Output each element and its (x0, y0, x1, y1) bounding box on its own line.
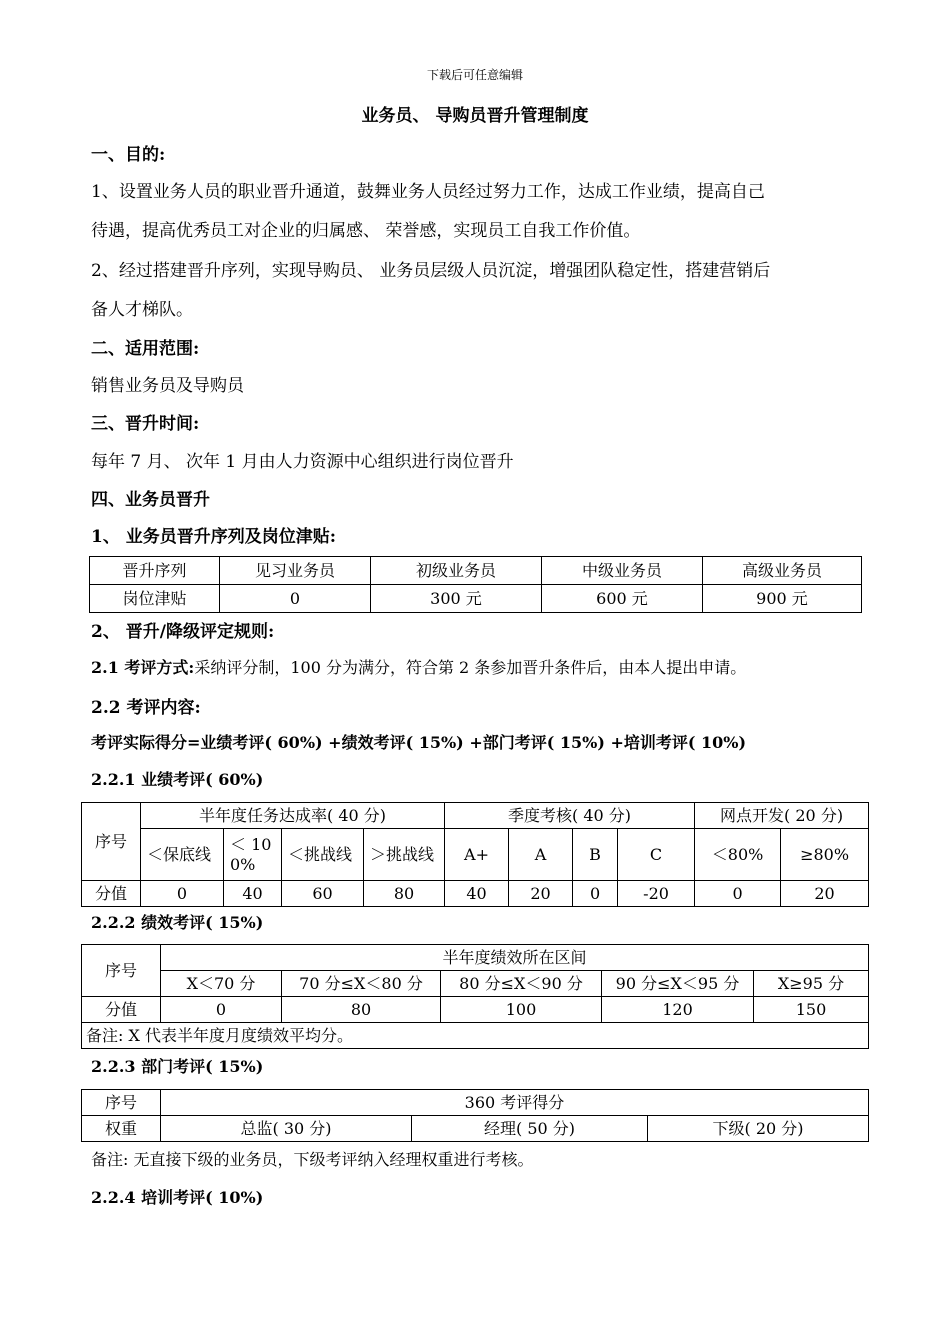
weight-cell: 总监( 30 分) (161, 1116, 412, 1142)
sub-header: 90 分≤X＜95 分 (602, 971, 754, 997)
table-cell: 600 元 (542, 585, 703, 613)
performance-score-table (81, 802, 869, 907)
score-cell: 0 (695, 881, 781, 907)
score-label: 分值 (82, 881, 141, 907)
score-cell: 120 (602, 997, 754, 1023)
table-cell: 0 (220, 585, 371, 613)
section-3-text: 每年 7 月、 次年 1 月由人力资源中心组织进行岗位晋升 (91, 452, 514, 472)
table-cell: 高级业务员 (703, 557, 862, 585)
sub-header: 70 分≤X＜80 分 (282, 971, 441, 997)
section-2-heading: 二、适用范围: (91, 339, 200, 359)
score-formula: 考评实际得分=业绩考评( 60%) +绩效考评( 15%) +部门考评( 15%) +培训考评( 10%) (91, 733, 747, 752)
sub-header: C (618, 829, 695, 881)
document-title: 业务员、 导购员晋升管理制度 (361, 106, 589, 126)
sub-header: ＜ 100% (224, 829, 282, 881)
department-review-table (81, 1089, 869, 1142)
sub-header: ＜保底线 (141, 829, 224, 881)
sub-header: B (573, 829, 618, 881)
section-2-2-4-heading: 2.2.4 培训考评( 10%) (91, 1188, 264, 1207)
promotion-allowance-table (89, 556, 862, 613)
section-1-para-2-line-1: 2、经过搭建晋升序列，实现导购员、 业务员层级人员沉淀，增强团队稳定性，搭建营销后 (91, 261, 771, 281)
group-header: 360 考评得分 (161, 1090, 869, 1116)
table-cell: 晋升序列 (90, 557, 220, 585)
section-2-2-heading: 2.2 考评内容: (91, 698, 201, 718)
score-cell: 40 (224, 881, 282, 907)
group-header-quarterly: 季度考核( 40 分) (445, 803, 695, 829)
weight-cell: 下级( 20 分) (648, 1116, 869, 1142)
department-review-note: 备注: 无直接下级的业务员，下级考评纳入经理权重进行考核。 (91, 1150, 534, 1169)
sub-header: X＜70 分 (161, 971, 282, 997)
seq-header: 序号 (82, 945, 161, 997)
section-4-heading: 四、业务员晋升 (91, 490, 210, 510)
score-cell: 100 (441, 997, 602, 1023)
score-label: 分值 (82, 997, 161, 1023)
weight-cell: 经理( 50 分) (412, 1116, 648, 1142)
performance-review-table (81, 944, 869, 1049)
score-cell: 0 (161, 997, 282, 1023)
section-2-2-1-heading: 2.2.1 业绩考评( 60%) (91, 770, 264, 789)
section-1-para-2-line-2: 备人才梯队。 (91, 300, 193, 320)
table-note: 备注: X 代表半年度月度绩效平均分。 (82, 1023, 869, 1049)
seq-header: 序号 (82, 803, 141, 881)
sub-header: ＞挑战线 (364, 829, 445, 881)
table-cell: 见习业务员 (220, 557, 371, 585)
group-header-task-rate: 半年度任务达成率( 40 分) (141, 803, 445, 829)
section-2-1-text: 采纳评分制，100 分为满分，符合第 2 条参加晋升条件后，由本人提出申请。 (194, 658, 747, 677)
sub-header: A (509, 829, 573, 881)
score-cell: 40 (445, 881, 509, 907)
score-cell: 20 (781, 881, 869, 907)
table-cell: 初级业务员 (371, 557, 542, 585)
sub-header: X≥95 分 (754, 971, 869, 997)
seq-header: 序号 (82, 1090, 161, 1116)
group-header-outlet: 网点开发( 20 分) (695, 803, 869, 829)
section-1-para-1-line-2: 待遇，提高优秀员工对企业的归属感、 荣誉感，实现员工自我工作价值。 (91, 221, 641, 241)
section-1-para-1-line-1: 1、设置业务人员的职业晋升通道，鼓舞业务人员经过努力工作，达成工作业绩，提高自己 (91, 182, 765, 202)
sub-header: ＜80% (695, 829, 781, 881)
score-cell: 20 (509, 881, 573, 907)
score-cell: 150 (754, 997, 869, 1023)
section-4-1-heading: 1、 业务员晋升序列及岗位津贴: (91, 527, 337, 547)
score-cell: -20 (618, 881, 695, 907)
sub-header: ＜挑战线 (282, 829, 364, 881)
table-cell: 岗位津贴 (90, 585, 220, 613)
section-2-1-line (91, 655, 746, 678)
section-1-heading: 一、目的: (91, 145, 166, 165)
section-3-heading: 三、晋升时间: (91, 414, 200, 434)
score-cell: 80 (282, 997, 441, 1023)
score-cell: 80 (364, 881, 445, 907)
section-2-2-3-heading: 2.2.3 部门考评( 15%) (91, 1057, 264, 1076)
table-cell: 中级业务员 (542, 557, 703, 585)
sub-header: 80 分≤X＜90 分 (441, 971, 602, 997)
section-2-1-label: 2.1 考评方式: (91, 658, 195, 677)
weight-label: 权重 (82, 1116, 161, 1142)
group-header: 半年度绩效所在区间 (161, 945, 869, 971)
section-2-2-2-heading: 2.2.2 绩效考评( 15%) (91, 913, 264, 932)
sub-header: A+ (445, 829, 509, 881)
score-cell: 60 (282, 881, 364, 907)
score-cell: 0 (573, 881, 618, 907)
section-2-text: 销售业务员及导购员 (91, 376, 244, 396)
page-header-note: 下载后可任意编辑 (426, 68, 523, 82)
section-4-2-heading: 2、 晋升/降级评定规则: (91, 622, 275, 642)
table-cell: 300 元 (371, 585, 542, 613)
score-cell: 0 (141, 881, 224, 907)
sub-header: ≥80% (781, 829, 869, 881)
table-cell: 900 元 (703, 585, 862, 613)
